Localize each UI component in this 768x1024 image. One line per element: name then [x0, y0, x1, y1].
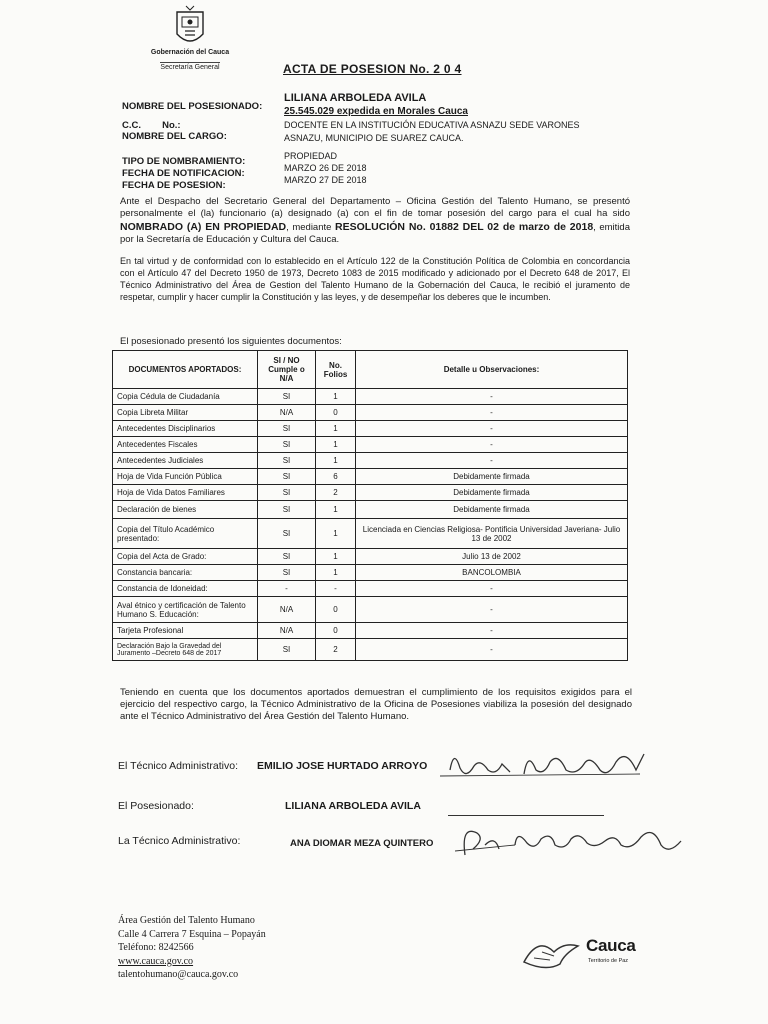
document-title: ACTA DE POSESION No. 2 0 4: [283, 62, 462, 76]
table-cell-documento: Hoja de Vida Función Pública: [113, 469, 258, 485]
table-row: [113, 501, 628, 519]
field-value-posesion: MARZO 27 DE 2018: [284, 175, 367, 185]
table-cell-cumple: SI: [258, 485, 316, 501]
brand-name: Cauca: [586, 936, 636, 955]
table-cell-folios: 6: [316, 469, 356, 485]
table-cell-cumple: SI: [258, 519, 316, 549]
coat-of-arms-icon: [173, 4, 207, 48]
table-cell-cumple: N/A: [258, 623, 316, 639]
table-cell-cumple: SI: [258, 469, 316, 485]
table-cell-detalle: -: [356, 405, 628, 421]
table-cell-detalle: -: [356, 453, 628, 469]
signature-name-tecnico: EMILIO JOSE HURTADO ARROYO: [257, 760, 428, 772]
field-label-tipo: TIPO DE NOMBRAMIENTO:: [122, 156, 246, 167]
handwritten-signature-meza: [455, 815, 695, 870]
table-cell-documento: Constancia bancaria:: [113, 565, 258, 581]
field-label-cc: C.C. No.:: [122, 120, 181, 131]
table-cell-documento: Declaración Bajo la Gravedad del Juramento –Decreto 648 de 2017: [113, 639, 258, 661]
table-cell-folios: 0: [316, 623, 356, 639]
footer-area: Área Gestión del Talento Humano: [118, 915, 255, 926]
table-row: [113, 485, 628, 501]
table-cell-detalle: Debidamente firmada: [356, 469, 628, 485]
table-row: [113, 549, 628, 565]
table-cell-documento: Tarjeta Profesional: [113, 623, 258, 639]
table-cell-documento: Aval étnico y certificación de Talento Humano S. Educación:: [113, 597, 258, 623]
footer-address: Calle 4 Carrera 7 Esquina – Popayán: [118, 928, 266, 940]
table-row: [113, 389, 628, 405]
table-row: [113, 453, 628, 469]
table-cell-folios: 0: [316, 597, 356, 623]
table-row: [113, 405, 628, 421]
table-cell-detalle: -: [356, 639, 628, 661]
table-cell-detalle: -: [356, 437, 628, 453]
signature-label-posesionado: El Posesionado:: [118, 800, 194, 812]
table-cell-folios: 1: [316, 389, 356, 405]
table-cell-folios: 1: [316, 501, 356, 519]
table-cell-cumple: SI: [258, 421, 316, 437]
table-header-folios: No. Folios: [316, 351, 356, 389]
signature-label-tecnica: La Técnico Administrativo:: [118, 835, 241, 847]
table-cell-detalle: -: [356, 421, 628, 437]
footer-phone: Teléfono: 8242566: [118, 942, 194, 954]
paragraph-despacho: [120, 196, 630, 247]
table-cell-documento: Hoja de Vida Datos Familiares: [113, 485, 258, 501]
signature-label-tecnico: El Técnico Administrativo:: [118, 760, 239, 772]
table-cell-detalle: -: [356, 389, 628, 405]
field-value-notificacion: MARZO 26 DE 2018: [284, 163, 367, 173]
table-cell-folios: 1: [316, 437, 356, 453]
table-cell-folios: 1: [316, 549, 356, 565]
table-cell-documento: Copia del Acta de Grado:: [113, 549, 258, 565]
table-cell-folios: 1: [316, 453, 356, 469]
table-cell-documento: Copia Cédula de Ciudadanía: [113, 389, 258, 405]
footer-web-link[interactable]: www.cauca.gov.co: [118, 955, 194, 967]
documents-table: [112, 350, 628, 661]
handwritten-signature-hurtado: [440, 740, 670, 790]
table-header-documentos: DOCUMENTOS APORTADOS:: [113, 351, 258, 389]
footer-contact: [118, 914, 266, 982]
gobernacion-logo: [150, 4, 230, 74]
table-cell-cumple: SI: [258, 453, 316, 469]
table-row: [113, 519, 628, 549]
table-cell-documento: Copia Libreta Militar: [113, 405, 258, 421]
table-cell-documento: Copia del Título Académico presentado:: [113, 519, 258, 549]
table-cell-detalle: -: [356, 597, 628, 623]
table-cell-folios: 1: [316, 565, 356, 581]
table-cell-documento: Antecedentes Fiscales: [113, 437, 258, 453]
table-cell-cumple: SI: [258, 549, 316, 565]
table-cell-cumple: -: [258, 581, 316, 597]
table-cell-cumple: SI: [258, 565, 316, 581]
table-cell-detalle: BANCOLOMBIA: [356, 565, 628, 581]
paragraph-despacho-e: , emitida por la Secretaría de Educación y Cultura del Cauca.: [120, 221, 630, 246]
table-header-cumple: SI / NO Cumple o N/A: [258, 351, 316, 389]
table-row: [113, 597, 628, 623]
table-cell-detalle: Julio 13 de 2002: [356, 549, 628, 565]
field-label-cargo: NOMBRE DEL CARGO:: [122, 131, 227, 142]
table-row: [113, 623, 628, 639]
table-cell-detalle: Licenciada en Ciencias Religiosa- Pontificia Universidad Javeriana- Julio 13 de 2002: [356, 519, 628, 549]
brand-tagline: Territorio de Paz: [588, 958, 629, 964]
paragraph-despacho-a: Ante el Despacho del Secretario General del Departamento – Oficina Gestión del Talento Humano, se presentó personalmente el (la) funcionario (a) designado (a) con el fin de tomar posesión del cargo para el cual ha sido: [120, 196, 630, 220]
cauca-brand: [520, 928, 660, 978]
table-cell-cumple: SI: [258, 501, 316, 519]
table-cell-detalle: Debidamente firmada: [356, 485, 628, 501]
signature-name-tecnica: ANA DIOMAR MEZA QUINTERO: [290, 838, 434, 849]
table-cell-folios: -: [316, 581, 356, 597]
table-cell-cumple: N/A: [258, 597, 316, 623]
table-cell-folios: 2: [316, 639, 356, 661]
table-row: [113, 469, 628, 485]
table-cell-detalle: -: [356, 581, 628, 597]
table-cell-documento: Antecedentes Judiciales: [113, 453, 258, 469]
logo-line1: Gobernación del Cauca: [150, 49, 230, 56]
table-row: [113, 639, 628, 661]
table-cell-cumple: SI: [258, 389, 316, 405]
signature-name-posesionado: LILIANA ARBOLEDA AVILA: [285, 800, 421, 812]
table-cell-folios: 1: [316, 421, 356, 437]
paragraph-despacho-c: , mediante: [286, 221, 335, 233]
table-cell-folios: 0: [316, 405, 356, 421]
table-row: [113, 437, 628, 453]
table-cell-cumple: SI: [258, 437, 316, 453]
table-row: [113, 581, 628, 597]
paragraph-despacho-b: NOMBRADO (A) EN PROPIEDAD: [120, 220, 287, 233]
table-header-detalle: Detalle u Observaciones:: [356, 351, 628, 389]
logo-line2: Secretaría General: [160, 64, 220, 71]
table-cell-detalle: -: [356, 623, 628, 639]
docs-intro: El posesionado presentó los siguientes documentos:: [120, 336, 342, 347]
field-value-cargo-2: ASNAZU, MUNICIPIO DE SUAREZ CAUCA.: [284, 133, 464, 143]
paragraph-virtud: En tal virtud y de conformidad con lo establecido en el Artículo 122 de la Constitución Política de Colombia en concordancia con el Artículo 47 del Decreto 1950 de 1973, Decreto 1083 de 2015 modificado y adicionado por el Decreto 648 de 2017, El Técnico Administrativo del Área de Gestion del Talento Humano de la Gobernación del Cauca, le recibió el juramento de respetar, cumplir y hacer cumplir la Constitución y las leyes, y de desempeñar los deberes que le incumben.: [120, 256, 630, 302]
table-cell-folios: 1: [316, 519, 356, 549]
table-cell-cumple: N/A: [258, 405, 316, 421]
field-label-notificacion: FECHA DE NOTIFICACION:: [122, 168, 245, 179]
field-label-posesion: FECHA DE POSESION:: [122, 180, 226, 191]
field-value-nombre: LILIANA ARBOLEDA AVILA: [284, 92, 427, 104]
field-value-cargo: DOCENTE EN LA INSTITUCIÓN EDUCATIVA ASNAZU SEDE VARONES: [284, 120, 580, 130]
table-cell-documento: Antecedentes Disciplinarios: [113, 421, 258, 437]
paragraph-teniendo: Teniendo en cuenta que los documentos aportados demuestran el cumplimiento de los requisitos exigidos para el ejercicio del respectivo cargo, la Técnico Administrativo de la Oficina de Posesiones viabiliza la posesión del designado ante el Técnico Administrativo del Área Gestión del Talento Humano.: [120, 687, 632, 723]
field-value-tipo: PROPIEDAD: [284, 151, 338, 161]
table-row: [113, 565, 628, 581]
dove-icon: [520, 932, 582, 972]
table-cell-folios: 2: [316, 485, 356, 501]
field-label-nombre: NOMBRE DEL POSESIONADO:: [122, 101, 263, 112]
paragraph-despacho-d: RESOLUCIÓN No. 01882 DEL 02 de marzo de 2018: [334, 220, 594, 233]
table-cell-documento: Declaración de bienes: [113, 501, 258, 519]
table-row: [113, 421, 628, 437]
field-value-cc: 25.545.029 expedida en Morales Cauca: [284, 106, 468, 117]
table-cell-documento: Constancia de Idoneidad:: [113, 581, 258, 597]
footer-email-link[interactable]: talentohumano@cauca.gov.co: [118, 969, 239, 981]
table-cell-detalle: Debidamente firmada: [356, 501, 628, 519]
table-cell-cumple: SI: [258, 639, 316, 661]
